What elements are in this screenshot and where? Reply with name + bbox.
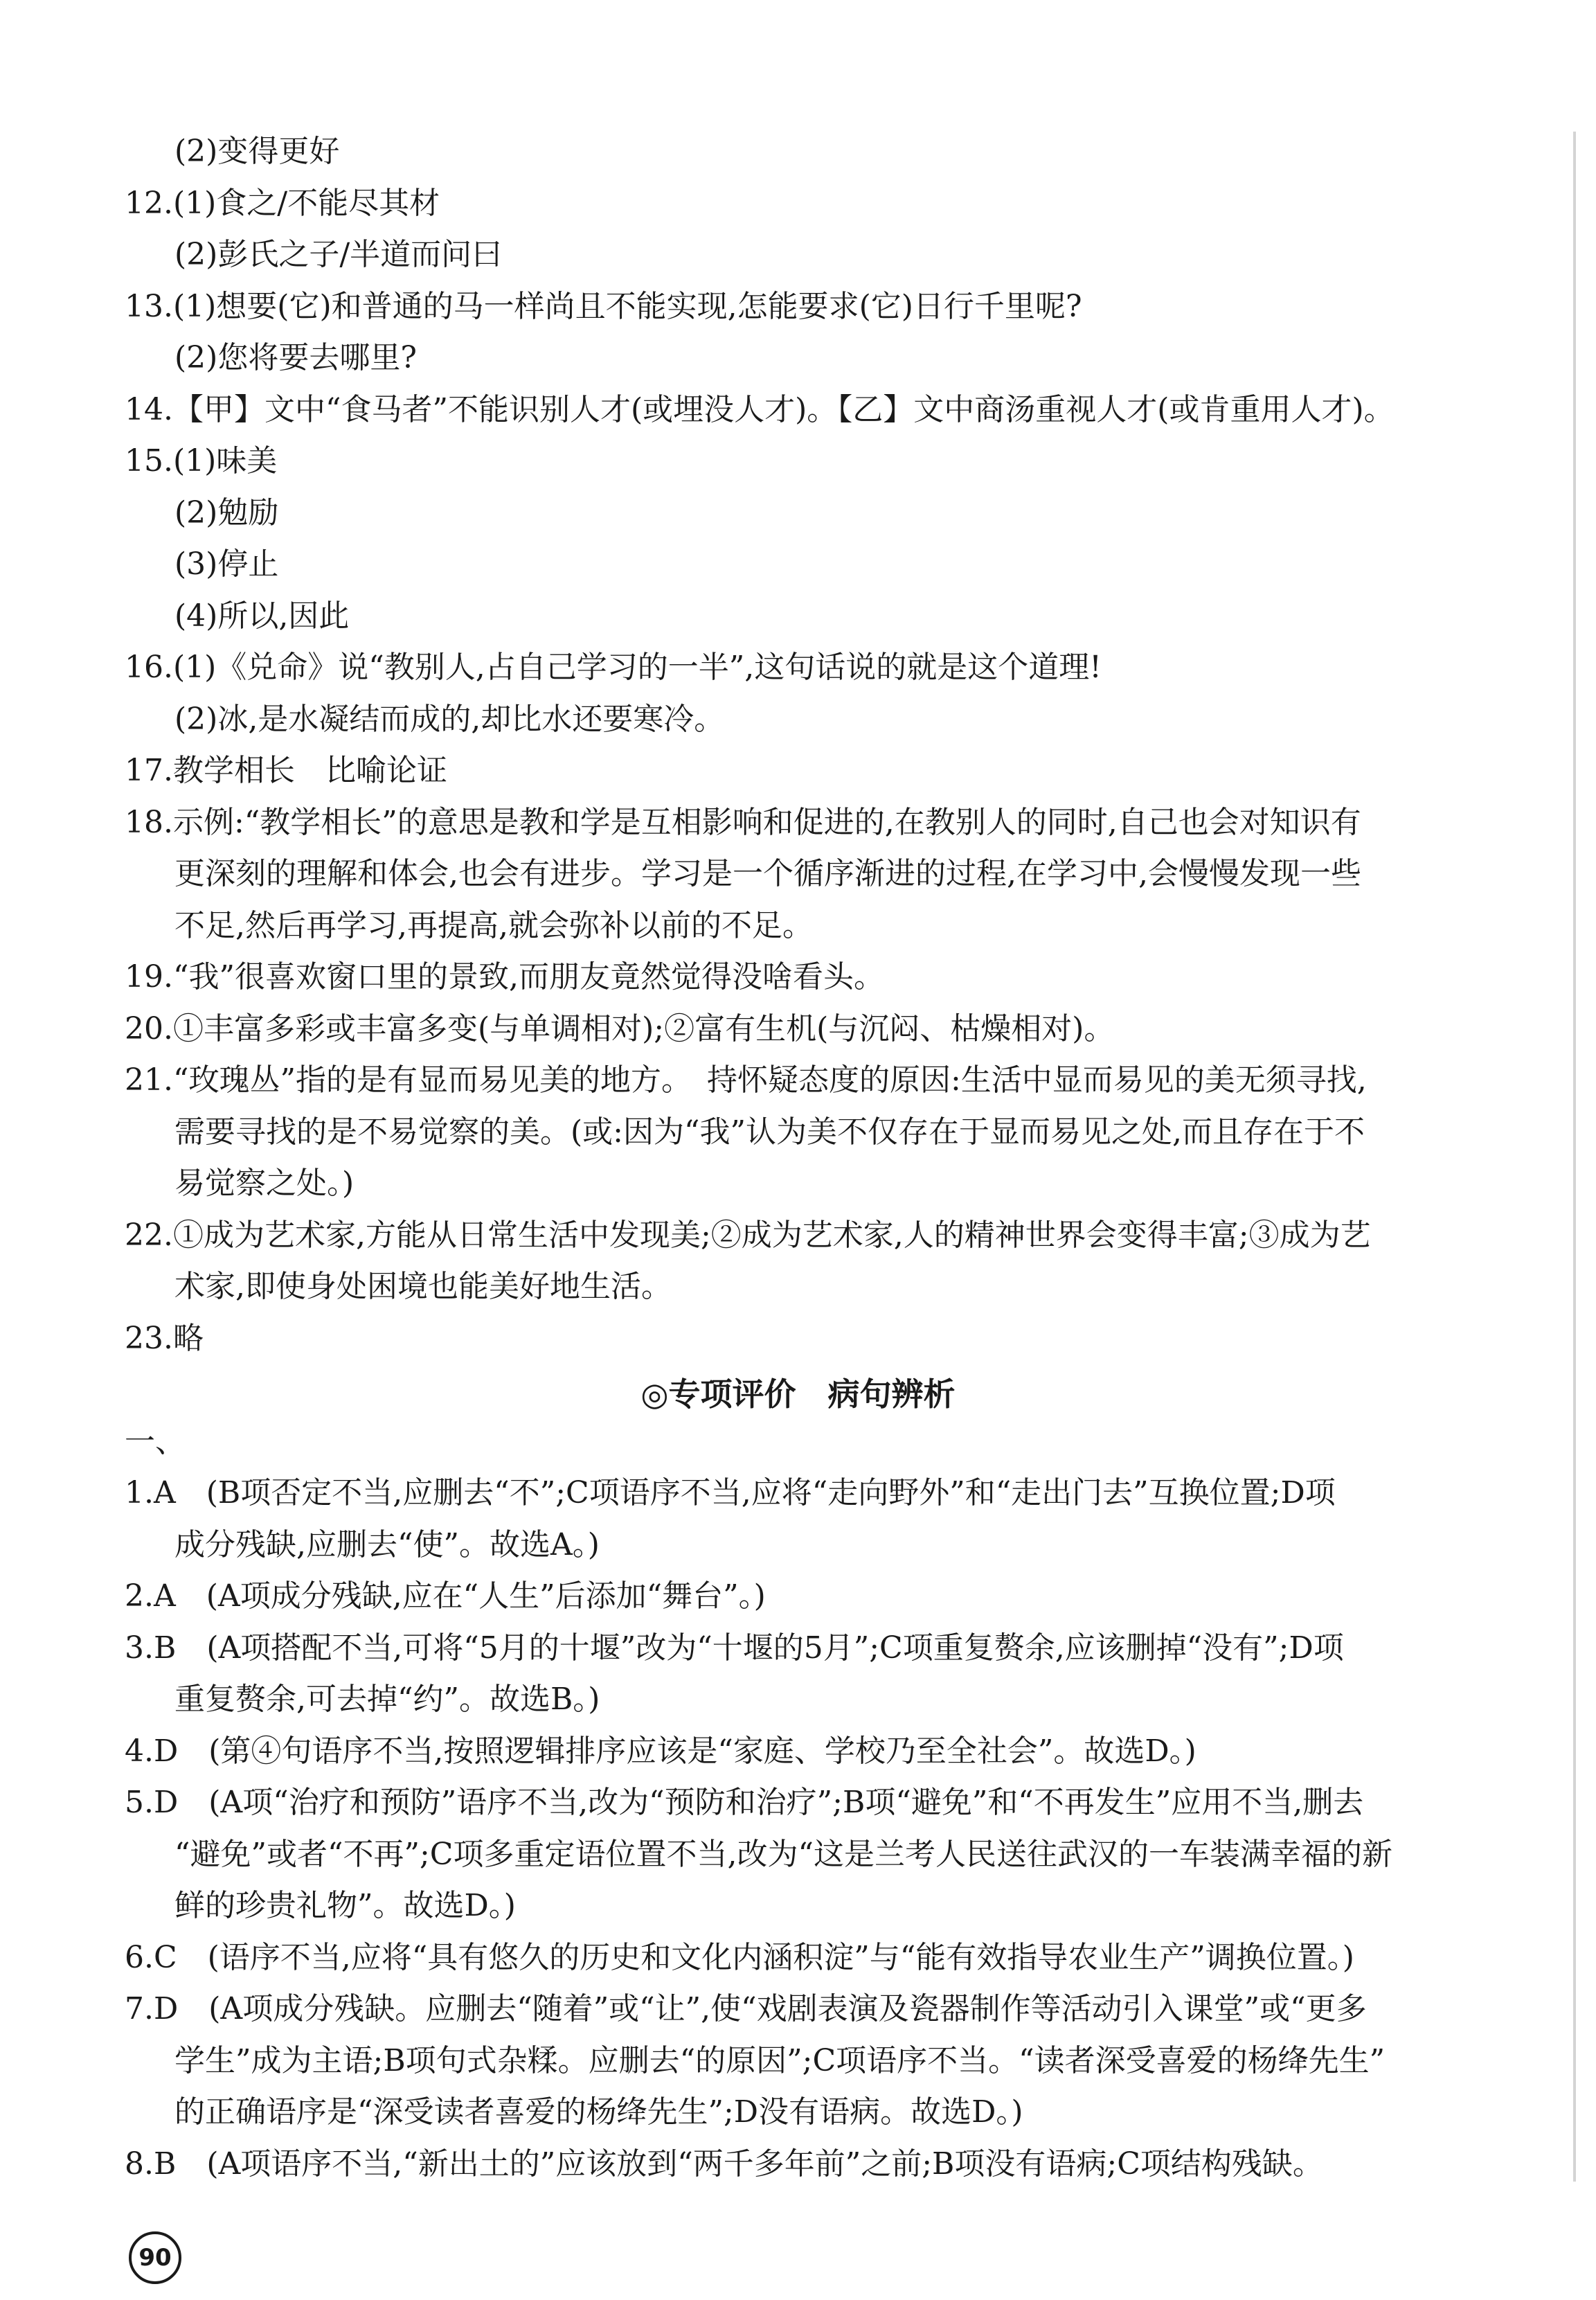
answer-line: 2.A (A项成分残缺,应在“人生”后添加“舞台”。) — [125, 1578, 766, 1614]
answer-line: 14.【甲】文中“食马者”不能识别人才(或埋没人才)。【乙】文中商汤重视人才(或肯重用人才)。 — [125, 391, 1395, 427]
answer-line: 5.D (A项“治疗和预防”语序不当,改为“预防和治疗”;B项“避免”和“不再发生”应用不当,删去 — [125, 1785, 1364, 1820]
answer-line: (4)所以,因此 — [174, 598, 350, 634]
answer-line: 易觉察之处。) — [174, 1166, 355, 1201]
answer-line: 12.(1)食之/不能尽其材 — [125, 185, 440, 221]
answer-line: (2)您将要去哪里? — [174, 340, 417, 375]
answer-line: 18.示例:“教学相长”的意思是教和学是互相影响和促进的,在教别人的同时,自己也会对知识有 — [125, 804, 1361, 840]
answer-line: 20.①丰富多彩或丰富多变(与单调相对);②富有生机(与沉闷、枯燥相对)。 — [125, 1010, 1115, 1046]
answer-line: 13.(1)想要(它)和普通的马一样尚且不能实现,怎能要求(它)日行千里呢? — [125, 288, 1082, 324]
answer-line: (2)变得更好 — [174, 134, 340, 169]
answer-line: 16.(1)《兑命》说“教别人,占自己学习的一半”,这句话说的就是这个道理! — [125, 650, 1102, 685]
page-number: 90 — [129, 2231, 181, 2284]
answer-line: 17.教学相长 比喻论证 — [125, 753, 447, 788]
section-heading: ◎专项评价 病句辨析 — [640, 1375, 956, 1413]
answer-line: 4.D (第④句语序不当,按照逻辑排序应该是“家庭、学校乃至全社会”。故选D。) — [125, 1733, 1196, 1769]
answer-line: 21.“玫瑰丛”指的是有显而易见美的地方。 持怀疑态度的原因:生活中显而易见的美无须寻找, — [125, 1062, 1367, 1098]
answer-line: (3)停止 — [174, 546, 279, 582]
answer-line: (2)勉励 — [174, 494, 279, 531]
answer-line: 15.(1)味美 — [125, 443, 278, 479]
answer-line: 3.B (A项搭配不当,可将“5月的十堰”改为“十堰的5月”;C项重复赘余,应该删掉“没有”;D项 — [125, 1630, 1344, 1666]
answer-line: 1.A (B项否定不当,应删去“不”;C项语序不当,应将“走向野外”和“走出门去”互换位置;D项 — [125, 1475, 1336, 1510]
answer-line: 23.略 — [125, 1320, 204, 1356]
answer-line: (2)冰,是水凝结而成的,却比水还要寒冷。 — [174, 701, 725, 737]
answer-line: 更深刻的理解和体会,也会有进步。学习是一个循序渐进的过程,在学习中,会慢慢发现一些 — [174, 856, 1361, 891]
answer-line: 学生”成为主语;B项句式杂糅。应删去“的原因”;C项语序不当。“读者深受喜爱的杨绛先生” — [174, 2042, 1386, 2078]
page-edge-rule — [1573, 132, 1576, 2182]
answer-line: 需要寻找的是不易觉察的美。(或:因为“我”认为美不仅存在于显而易见之处,而且存在于不 — [174, 1114, 1365, 1150]
answer-line: 的正确语序是“深受读者喜爱的杨绛先生”;D没有语病。故选D。) — [174, 2094, 1023, 2130]
answer-line: 一、 — [125, 1423, 186, 1459]
answer-line: 22.①成为艺术家,方能从日常生活中发现美;②成为艺术家,人的精神世界会变得丰富;③成为艺 — [125, 1217, 1371, 1253]
answer-line: 成分残缺,应删去“使”。故选A。) — [174, 1526, 600, 1562]
answer-line: “避免”或者“不再”;C项多重定语位置不当,改为“这是兰考人民送往武汉的一车装满幸福的新 — [174, 1836, 1392, 1872]
answer-line: 19.“我”很喜欢窗口里的景致,而朋友竟然觉得没啥看头。 — [125, 959, 884, 995]
answer-line: 8.B (A项语序不当,“新出土的”应该放到“两千多年前”之前;B项没有语病;C项结构残缺。 — [125, 2146, 1323, 2182]
answer-line: 6.C (语序不当,应将“具有悠久的历史和文化内涵积淀”与“能有效指导农业生产”调换位置。) — [125, 1939, 1354, 1975]
answer-line: 7.D (A项成分残缺。应删去“随着”或“让”,使“戏剧表演及瓷器制作等活动引入课堂”或“更多 — [125, 1991, 1367, 2026]
answer-line: 重复赘余,可去掉“约”。故选B。) — [174, 1682, 600, 1717]
answer-line: 鲜的珍贵礼物”。故选D。) — [174, 1888, 516, 1923]
answer-line: 不足,然后再学习,再提高,就会弥补以前的不足。 — [174, 907, 813, 943]
answer-line: 术家,即使身处困境也能美好地生活。 — [174, 1269, 672, 1304]
answer-line: (2)彭氏之子/半道而问曰 — [174, 237, 503, 272]
